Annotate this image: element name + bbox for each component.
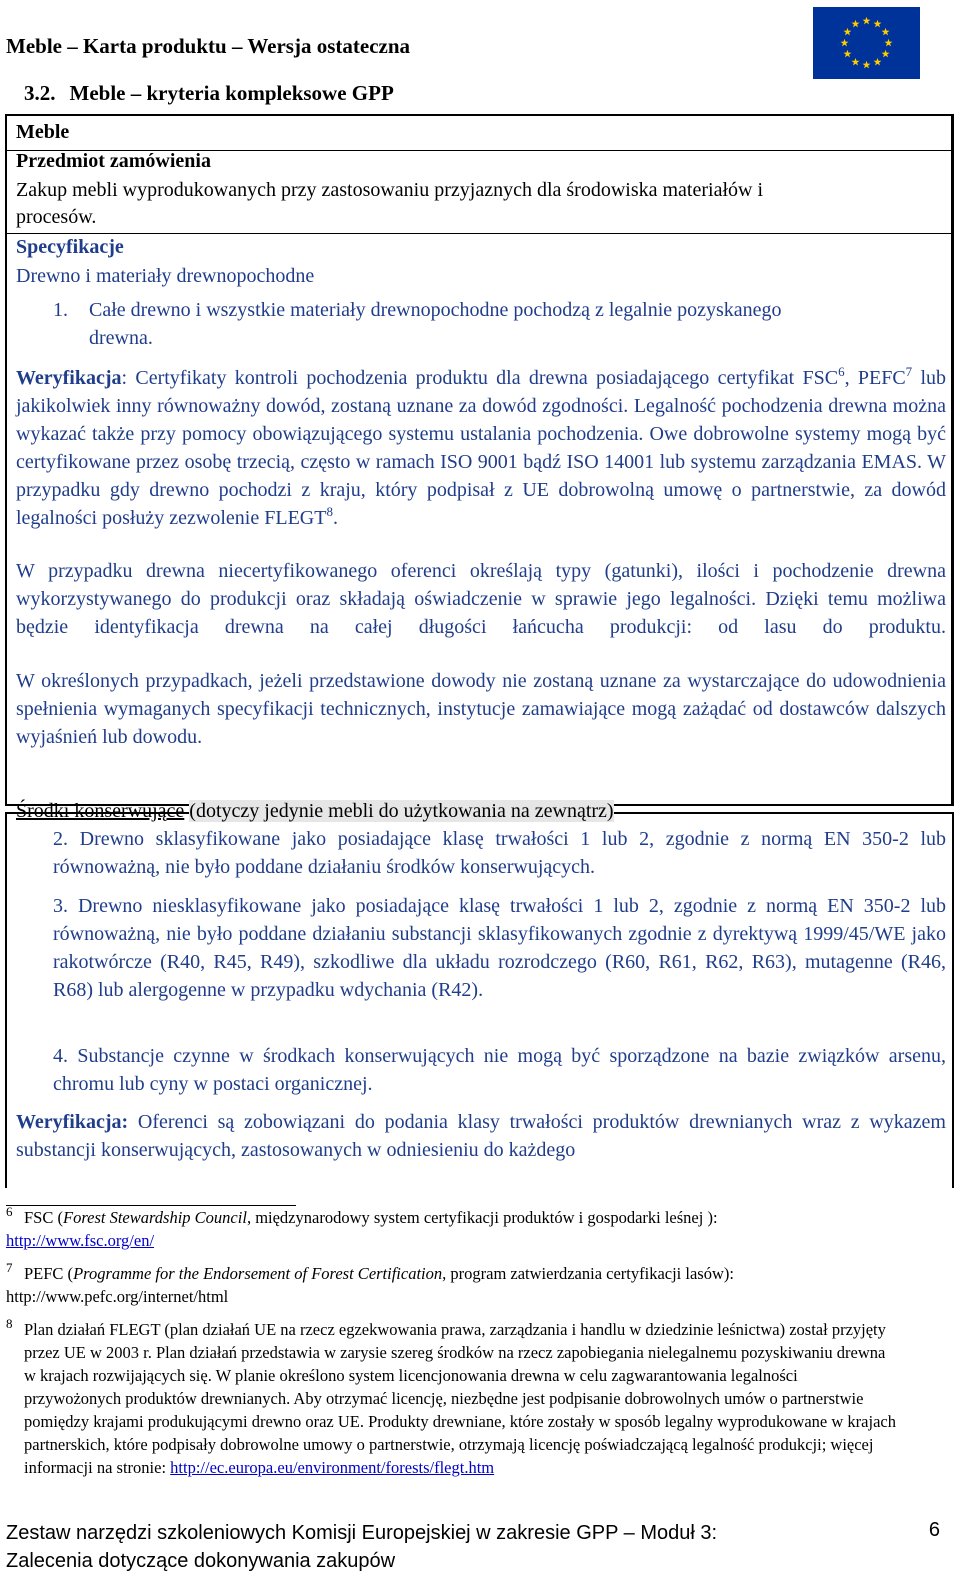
subject-text-line1: Zakup mebli wyprodukowanych przy zastosowaniu przyjaznych dla środowiska materiałów i	[16, 179, 764, 201]
section-title-text: Meble – kryteria kompleksowe GPP	[69, 81, 394, 105]
verification-paragraph-uncertified: W przypadku drewna niecertyfikowanego oferenci określają typy (gatunki), ilości i pochodzenie drewna wykorzystywanego do produkcji oraz składają oświadczenie w sprawie jego legalności. Dzięki temu możliwa będzie identyfikacja drewna na całej długości łańcucha produkcji: od lasu do produktu.	[16, 560, 946, 638]
eu-flag-icon	[813, 7, 920, 79]
subject-label: Przedmiot zamówienia	[16, 150, 211, 172]
fsc-link[interactable]: http://www.fsc.org/en/	[6, 1231, 155, 1250]
footnote-7-italic: Programme for the Endorsement of Forest Certification,	[73, 1264, 447, 1283]
preservatives-verification	[16, 1108, 946, 1164]
footnote-8-number: 8	[6, 1316, 13, 1331]
footnote-6-number: 6	[6, 1204, 13, 1219]
footer-line2: Zalecenia dotyczące dokonywania zakupów	[6, 1550, 396, 1572]
footnote-7	[6, 1262, 896, 1308]
preservatives-verification-label: Weryfikacja:	[16, 1111, 129, 1133]
table-divider	[7, 233, 952, 234]
footnote-6-text: FSC (	[24, 1208, 63, 1227]
item1-text-line2: drewna.	[89, 327, 153, 349]
preservatives-heading	[16, 797, 614, 825]
item4-text: 4. Substancje czynne w środkach konserwujących nie mogą być sporządzone na bazie związków arsenu, chromu lub cyny w postaci organicznej.	[53, 1045, 946, 1095]
footnote-ref-8: 8	[326, 504, 333, 519]
verification-text-3: lub jakikolwiek inny równoważny dowód, zostaną uznane za dowód zgodności. Legalność pochodzenia drewna można wykazać także przy pomocy obowiązującego systemu ustalania pochodzenia. Owe dobrowolne systemy mogą być certyfikowane przez osobę trzecią, często w ramach ISO 9001 bądź ISO 14001 lub systemu zarządzania EMAS. W przypadku gdy drewno pochodzi z kraju, który podpisał z UE dobrowolną umowę o partnerstwie, za dowód legalności posłuży zezwolenie FLEGT	[16, 367, 947, 529]
pefc-link[interactable]: http://www.pefc.org/internet/html	[6, 1287, 229, 1306]
footer-line1: Zestaw narzędzi szkoleniowych Komisji Europejskiej w zakresie GPP – Moduł 3:	[6, 1522, 718, 1544]
flegt-link[interactable]: http://ec.europa.eu/environment/forests/flegt.htm	[170, 1458, 495, 1477]
verification-text-4: .	[332, 507, 338, 529]
footnote-ref-6: 6	[838, 364, 845, 379]
footnote-6-italic: Forest Stewardship Council	[62, 1208, 247, 1227]
page-number: 6	[928, 1519, 940, 1541]
category-meble: Meble	[16, 121, 70, 143]
preservatives-note: (dotyczy jedynie mebli do użytkowania na zewnątrz)	[189, 800, 614, 822]
preservatives-label: Środki konserwujące	[16, 800, 185, 822]
verification-text-1: : Certyfikaty kontroli pochodzenia produktu dla drewna posiadającego certyfikat FSC	[121, 367, 839, 389]
footnote-6-text-cont: , międzynarodowy system certyfikacji produktów i gospodarki leśnej ):	[246, 1208, 718, 1227]
footnote-7-text: PEFC (	[24, 1264, 74, 1283]
footnote-7-text-cont: program zatwierdzania certyfikacji lasów):	[446, 1264, 734, 1283]
item2-text: 2. Drewno sklasyfikowane jako posiadające klasę trwałości 1 lub 2, zgodnie z normą EN 350-2 lub równoważną, nie było poddane działaniu środków konserwujących.	[53, 828, 946, 878]
verification-paragraph	[16, 364, 946, 532]
item3-text: 3. Drewno niesklasyfikowane jako posiadające klasę trwałości 1 lub 2, zgodnie z normą EN 350-2 lub równoważną, nie było poddane działaniu substancji sklasyfikowanych zgodnie z dyrektywą 1999/45/WE jako rakotwórcze (R40, R45, R49), szkodliwe dla układu rozrodczego (R60, R61, R62, R63), mutagenne (R46, R68) lub alergogenne w przypadku wdychania (R42).	[53, 895, 946, 1001]
wood-materials-label: Drewno i materiały drewnopochodne	[16, 265, 315, 287]
section-title	[24, 81, 408, 106]
verification-label: Weryfikacja	[16, 367, 122, 389]
footnote-ref-7: 7	[905, 364, 913, 379]
page-footer	[6, 1519, 936, 1575]
specifications-label: Specyfikacje	[16, 236, 124, 258]
footnote-8-text: Plan działań FLEGT (plan działań UE na rzecz egzekwowania prawa, zarządzania i handlu w dziedzinie leśnictwa) został przyjęty przez UE w 2003 r. Plan działań przedstawia w zarysie szereg środków na rzecz zapobiegania nielegalnemu pozyskiwaniu drewna w krajach rozwijających się. W planie określono system licencjonowania drewna w celu zagwarantowania legalności przywożonych produktów drewnianych. Aby otrzymać licencję, niezbędne jest podpisanie dobrowolnych umów o partnerstwie pomiędzy krajami produkującymi drewno oraz UE. Produkty drewniane, które zostały w sposób legalny wyprodukowane w krajach partnerskich, które podpisały dobrowolne umowy o partnerstwie, otrzymają licencję poświadczającą legalność produkcji; więcej informacji na stronie:	[24, 1320, 896, 1477]
item1-text-line1: Całe drewno i wszystkie materiały drewnopochodne pochodzą z legalnie pozyskanego	[89, 299, 782, 321]
verification-paragraph-additional: W określonych przypadkach, jeżeli przedstawione dowody nie zostaną uznane za wystarczające do udowodnienia spełnienia wymaganych specyfikacji technicznych, instytucje zamawiające mogą zażądać od dostawców dalszych wyjaśnień lub dowodu.	[16, 670, 946, 748]
item1-number: 1.	[53, 299, 68, 321]
verification-text-2: , PEFC	[844, 367, 906, 389]
subject-text-line2: procesów.	[16, 206, 97, 228]
footnote-8	[6, 1318, 896, 1479]
document-header-title: Meble – Karta produktu – Wersja ostateczna	[6, 34, 411, 58]
footnote-7-number: 7	[6, 1260, 13, 1275]
section-number: 3.2.	[24, 81, 56, 105]
table-border	[951, 116, 954, 804]
preservatives-verification-text: Oferenci są zobowiązani do podania klasy trwałości produktów drewnianych wraz z wykazem substancji konserwujących, zastosowanych w odniesieniu do każdego	[16, 1111, 946, 1161]
footnote-6	[6, 1206, 896, 1252]
